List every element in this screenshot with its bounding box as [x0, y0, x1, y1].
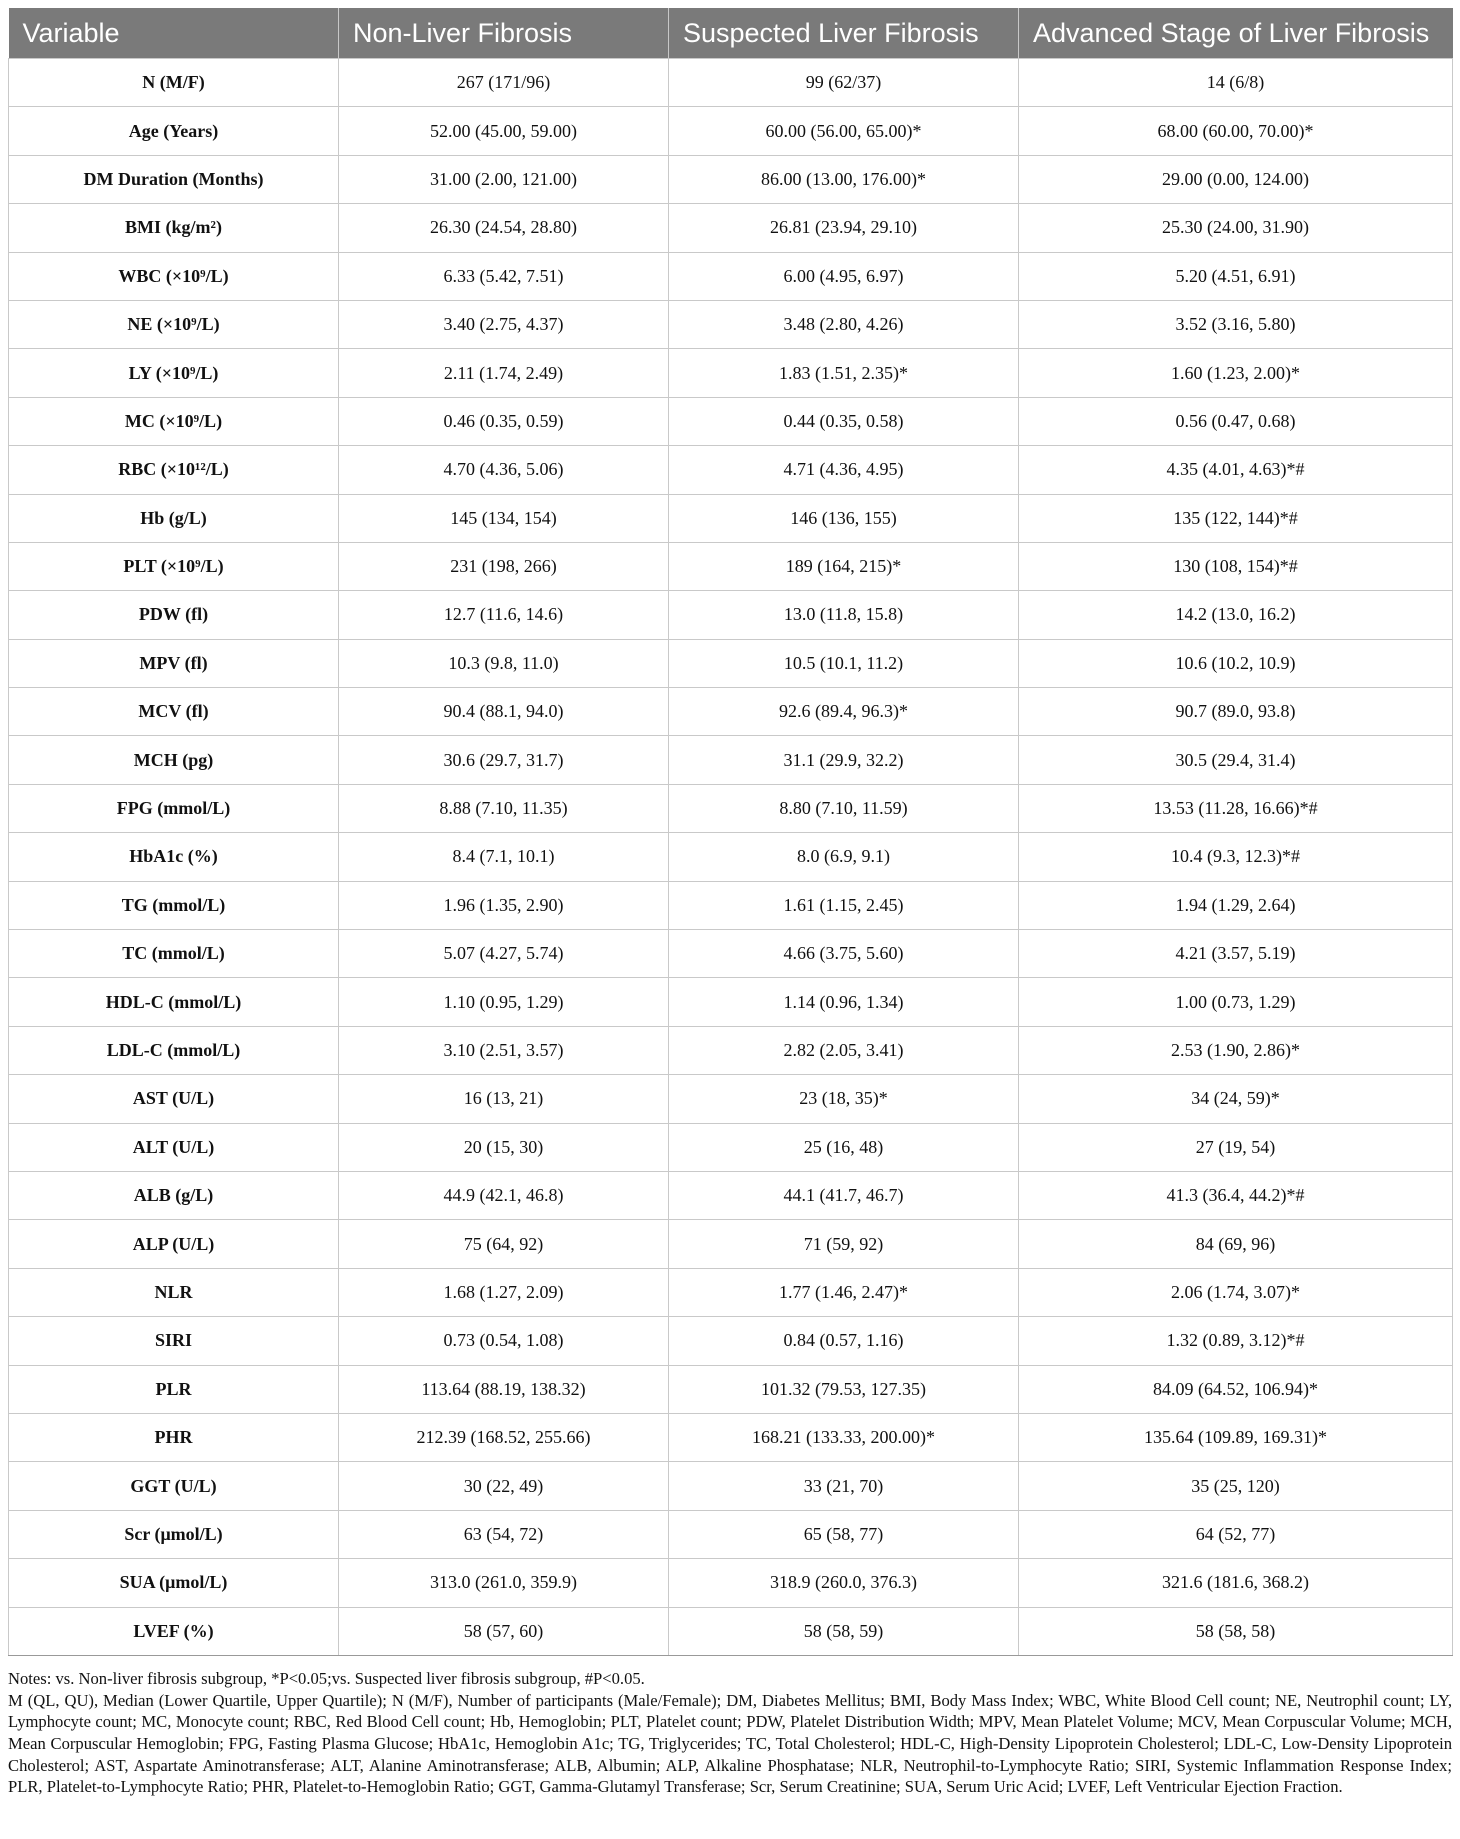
value-suspected-liver-fibrosis: 65 (58, 77) — [669, 1510, 1019, 1558]
row-variable: WBC (×10⁹/L) — [9, 252, 339, 300]
value-non-liver-fibrosis: 12.7 (11.6, 14.6) — [339, 591, 669, 639]
value-suspected-liver-fibrosis: 4.71 (4.36, 4.95) — [669, 446, 1019, 494]
value-suspected-liver-fibrosis: 168.21 (133.33, 200.00)* — [669, 1413, 1019, 1461]
value-suspected-liver-fibrosis: 2.82 (2.05, 3.41) — [669, 1026, 1019, 1074]
table-row — [9, 1559, 1453, 1607]
table-row — [9, 494, 1453, 542]
table-row — [9, 542, 1453, 590]
value-non-liver-fibrosis: 113.64 (88.19, 138.32) — [339, 1365, 669, 1413]
row-variable: PLR — [9, 1365, 339, 1413]
row-variable: FPG (mmol/L) — [9, 784, 339, 832]
row-variable: NLR — [9, 1268, 339, 1316]
value-non-liver-fibrosis: 10.3 (9.8, 11.0) — [339, 639, 669, 687]
value-non-liver-fibrosis: 6.33 (5.42, 7.51) — [339, 252, 669, 300]
value-advanced-liver-fibrosis: 1.60 (1.23, 2.00)* — [1019, 349, 1453, 397]
value-suspected-liver-fibrosis: 23 (18, 35)* — [669, 1075, 1019, 1123]
value-suspected-liver-fibrosis: 0.44 (0.35, 0.58) — [669, 397, 1019, 445]
table-row — [9, 59, 1453, 107]
value-suspected-liver-fibrosis: 71 (59, 92) — [669, 1220, 1019, 1268]
value-non-liver-fibrosis: 231 (198, 266) — [339, 542, 669, 590]
value-suspected-liver-fibrosis: 318.9 (260.0, 376.3) — [669, 1559, 1019, 1607]
row-variable: HbA1c (%) — [9, 833, 339, 881]
value-suspected-liver-fibrosis: 8.0 (6.9, 9.1) — [669, 833, 1019, 881]
row-variable: Hb (g/L) — [9, 494, 339, 542]
table-row — [9, 204, 1453, 252]
value-advanced-liver-fibrosis: 321.6 (181.6, 368.2) — [1019, 1559, 1453, 1607]
value-non-liver-fibrosis: 8.4 (7.1, 10.1) — [339, 833, 669, 881]
value-suspected-liver-fibrosis: 13.0 (11.8, 15.8) — [669, 591, 1019, 639]
value-suspected-liver-fibrosis: 8.80 (7.10, 11.59) — [669, 784, 1019, 832]
value-suspected-liver-fibrosis: 4.66 (3.75, 5.60) — [669, 930, 1019, 978]
value-suspected-liver-fibrosis: 86.00 (13.00, 176.00)* — [669, 155, 1019, 203]
value-non-liver-fibrosis: 212.39 (168.52, 255.66) — [339, 1413, 669, 1461]
value-advanced-liver-fibrosis: 0.56 (0.47, 0.68) — [1019, 397, 1453, 445]
value-suspected-liver-fibrosis: 92.6 (89.4, 96.3)* — [669, 688, 1019, 736]
header-suspected-liver-fibrosis: Suspected Liver Fibrosis — [669, 8, 1019, 59]
value-non-liver-fibrosis: 267 (171/96) — [339, 59, 669, 107]
value-advanced-liver-fibrosis: 3.52 (3.16, 5.80) — [1019, 300, 1453, 348]
value-advanced-liver-fibrosis: 14 (6/8) — [1019, 59, 1453, 107]
value-suspected-liver-fibrosis: 101.32 (79.53, 127.35) — [669, 1365, 1019, 1413]
row-variable: TG (mmol/L) — [9, 881, 339, 929]
value-suspected-liver-fibrosis: 58 (58, 59) — [669, 1607, 1019, 1655]
row-variable: ALP (U/L) — [9, 1220, 339, 1268]
value-advanced-liver-fibrosis: 130 (108, 154)*# — [1019, 542, 1453, 590]
value-non-liver-fibrosis: 145 (134, 154) — [339, 494, 669, 542]
value-suspected-liver-fibrosis: 99 (62/37) — [669, 59, 1019, 107]
table-row — [9, 1171, 1453, 1219]
value-non-liver-fibrosis: 0.46 (0.35, 0.59) — [339, 397, 669, 445]
row-variable: SUA (μmol/L) — [9, 1559, 339, 1607]
row-variable: ALT (U/L) — [9, 1123, 339, 1171]
value-advanced-liver-fibrosis: 2.53 (1.90, 2.86)* — [1019, 1026, 1453, 1074]
table-row — [9, 1413, 1453, 1461]
value-non-liver-fibrosis: 75 (64, 92) — [339, 1220, 669, 1268]
value-non-liver-fibrosis: 2.11 (1.74, 2.49) — [339, 349, 669, 397]
value-non-liver-fibrosis: 8.88 (7.10, 11.35) — [339, 784, 669, 832]
table-notes — [8, 1668, 1452, 1798]
value-non-liver-fibrosis: 313.0 (261.0, 359.9) — [339, 1559, 669, 1607]
row-variable: LVEF (%) — [9, 1607, 339, 1655]
value-suspected-liver-fibrosis: 6.00 (4.95, 6.97) — [669, 252, 1019, 300]
value-suspected-liver-fibrosis: 25 (16, 48) — [669, 1123, 1019, 1171]
row-variable: DM Duration (Months) — [9, 155, 339, 203]
value-suspected-liver-fibrosis: 1.14 (0.96, 1.34) — [669, 978, 1019, 1026]
table-row — [9, 252, 1453, 300]
row-variable: MCH (pg) — [9, 736, 339, 784]
table-row — [9, 930, 1453, 978]
value-non-liver-fibrosis: 30.6 (29.7, 31.7) — [339, 736, 669, 784]
notes-significance: Notes: vs. Non-liver fibrosis subgroup, *P<0.05;vs. Suspected liver fibrosis subgroup, #P<0.05. — [8, 1668, 645, 1688]
table-row — [9, 1317, 1453, 1365]
value-advanced-liver-fibrosis: 90.7 (89.0, 93.8) — [1019, 688, 1453, 736]
row-variable: PHR — [9, 1413, 339, 1461]
value-suspected-liver-fibrosis: 31.1 (29.9, 32.2) — [669, 736, 1019, 784]
value-advanced-liver-fibrosis: 5.20 (4.51, 6.91) — [1019, 252, 1453, 300]
table-row — [9, 1220, 1453, 1268]
value-non-liver-fibrosis: 90.4 (88.1, 94.0) — [339, 688, 669, 736]
value-advanced-liver-fibrosis: 30.5 (29.4, 31.4) — [1019, 736, 1453, 784]
value-non-liver-fibrosis: 26.30 (24.54, 28.80) — [339, 204, 669, 252]
table-row — [9, 446, 1453, 494]
row-variable: NE (×10⁹/L) — [9, 300, 339, 348]
value-non-liver-fibrosis: 31.00 (2.00, 121.00) — [339, 155, 669, 203]
table-row — [9, 1462, 1453, 1510]
header-advanced-liver-fibrosis: Advanced Stage of Liver Fibrosis — [1019, 8, 1453, 59]
value-suspected-liver-fibrosis: 33 (21, 70) — [669, 1462, 1019, 1510]
value-non-liver-fibrosis: 30 (22, 49) — [339, 1462, 669, 1510]
table-row — [9, 784, 1453, 832]
table-row — [9, 1075, 1453, 1123]
data-table — [8, 8, 1453, 1656]
row-variable: MPV (fl) — [9, 639, 339, 687]
header-variable: Variable — [9, 8, 339, 59]
row-variable: LY (×10⁹/L) — [9, 349, 339, 397]
table-row — [9, 397, 1453, 445]
value-advanced-liver-fibrosis: 1.94 (1.29, 2.64) — [1019, 881, 1453, 929]
value-advanced-liver-fibrosis: 58 (58, 58) — [1019, 1607, 1453, 1655]
row-variable: SIRI — [9, 1317, 339, 1365]
value-non-liver-fibrosis: 1.96 (1.35, 2.90) — [339, 881, 669, 929]
value-suspected-liver-fibrosis: 44.1 (41.7, 46.7) — [669, 1171, 1019, 1219]
value-non-liver-fibrosis: 0.73 (0.54, 1.08) — [339, 1317, 669, 1365]
value-advanced-liver-fibrosis: 13.53 (11.28, 16.66)*# — [1019, 784, 1453, 832]
table-row — [9, 1268, 1453, 1316]
row-variable: Age (Years) — [9, 107, 339, 155]
table-container — [8, 8, 1452, 1798]
value-suspected-liver-fibrosis: 26.81 (23.94, 29.10) — [669, 204, 1019, 252]
value-suspected-liver-fibrosis: 1.61 (1.15, 2.45) — [669, 881, 1019, 929]
value-advanced-liver-fibrosis: 34 (24, 59)* — [1019, 1075, 1453, 1123]
row-variable: N (M/F) — [9, 59, 339, 107]
value-advanced-liver-fibrosis: 10.6 (10.2, 10.9) — [1019, 639, 1453, 687]
value-non-liver-fibrosis: 4.70 (4.36, 5.06) — [339, 446, 669, 494]
value-advanced-liver-fibrosis: 64 (52, 77) — [1019, 1510, 1453, 1558]
table-row — [9, 1607, 1453, 1655]
value-non-liver-fibrosis: 1.68 (1.27, 2.09) — [339, 1268, 669, 1316]
value-advanced-liver-fibrosis: 4.21 (3.57, 5.19) — [1019, 930, 1453, 978]
value-suspected-liver-fibrosis: 189 (164, 215)* — [669, 542, 1019, 590]
value-non-liver-fibrosis: 52.00 (45.00, 59.00) — [339, 107, 669, 155]
row-variable: GGT (U/L) — [9, 1462, 339, 1510]
value-suspected-liver-fibrosis: 3.48 (2.80, 4.26) — [669, 300, 1019, 348]
value-non-liver-fibrosis: 1.10 (0.95, 1.29) — [339, 978, 669, 1026]
row-variable: MC (×10⁹/L) — [9, 397, 339, 445]
value-non-liver-fibrosis: 3.10 (2.51, 3.57) — [339, 1026, 669, 1074]
row-variable: LDL-C (mmol/L) — [9, 1026, 339, 1074]
table-row — [9, 688, 1453, 736]
table-row — [9, 1123, 1453, 1171]
value-advanced-liver-fibrosis: 14.2 (13.0, 16.2) — [1019, 591, 1453, 639]
value-advanced-liver-fibrosis: 1.32 (0.89, 3.12)*# — [1019, 1317, 1453, 1365]
table-row — [9, 1026, 1453, 1074]
table-row — [9, 591, 1453, 639]
value-non-liver-fibrosis: 5.07 (4.27, 5.74) — [339, 930, 669, 978]
value-non-liver-fibrosis: 58 (57, 60) — [339, 1607, 669, 1655]
table-row — [9, 349, 1453, 397]
value-non-liver-fibrosis: 3.40 (2.75, 4.37) — [339, 300, 669, 348]
row-variable: AST (U/L) — [9, 1075, 339, 1123]
row-variable: BMI (kg/m²) — [9, 204, 339, 252]
value-advanced-liver-fibrosis: 4.35 (4.01, 4.63)*# — [1019, 446, 1453, 494]
table-row — [9, 881, 1453, 929]
table-row — [9, 107, 1453, 155]
header-non-liver-fibrosis: Non-Liver Fibrosis — [339, 8, 669, 59]
row-variable: ALB (g/L) — [9, 1171, 339, 1219]
table-header — [9, 8, 1453, 59]
value-advanced-liver-fibrosis: 135.64 (109.89, 169.31)* — [1019, 1413, 1453, 1461]
table-row — [9, 978, 1453, 1026]
value-advanced-liver-fibrosis: 25.30 (24.00, 31.90) — [1019, 204, 1453, 252]
table-row — [9, 833, 1453, 881]
row-variable: Scr (μmol/L) — [9, 1510, 339, 1558]
row-variable: PLT (×10⁹/L) — [9, 542, 339, 590]
table-row — [9, 1365, 1453, 1413]
header-row — [9, 8, 1453, 59]
value-advanced-liver-fibrosis: 135 (122, 144)*# — [1019, 494, 1453, 542]
value-non-liver-fibrosis: 20 (15, 30) — [339, 1123, 669, 1171]
row-variable: PDW (fl) — [9, 591, 339, 639]
value-suspected-liver-fibrosis: 0.84 (0.57, 1.16) — [669, 1317, 1019, 1365]
notes-abbreviations: M (QL, QU), Median (Lower Quartile, Upper Quartile); N (M/F), Number of participants (Male/Female); DM, Diabetes Mellitus; BMI, Body Mass Index; WBC, White Blood Cell count; NE, Neutrophil count; LY, Lymphocyte count; MC, Monocyte count; RBC, Red Blood Cell count; Hb, Hemoglobin; PLT, Platelet count; PDW, Platelet Distribution Width; MPV, Mean Platelet Volume; MCV, Mean Corpuscular Volume; MCH, Mean Corpuscular Hemoglobin; FPG, Fasting Plasma Glucose; HbA1c, Hemoglobin A1c; TG, Triglycerides; TC, Total Cholesterol; HDL-C, High-Density Lipoprotein Cholesterol; LDL-C, Low-Density Lipoprotein Cholesterol; AST, Aspartate Aminotransferase; ALT, Alanine Aminotransferase; ALB, Albumin; ALP, Alkaline Phosphatase; NLR, Neutrophil-to-Lymphocyte Ratio; SIRI, Systemic Inflammation Response Index; PLR, Platelet-to-Lymphocyte Ratio; PHR, Platelet-to-Hemoglobin Ratio; GGT, Gamma-Glutamyl Transferase; Scr, Serum Creatinine; SUA, Serum Uric Acid; LVEF, Left Ventricular Ejection Fraction. — [8, 1690, 1452, 1797]
value-non-liver-fibrosis: 44.9 (42.1, 46.8) — [339, 1171, 669, 1219]
value-non-liver-fibrosis: 16 (13, 21) — [339, 1075, 669, 1123]
value-non-liver-fibrosis: 63 (54, 72) — [339, 1510, 669, 1558]
value-advanced-liver-fibrosis: 27 (19, 54) — [1019, 1123, 1453, 1171]
row-variable: MCV (fl) — [9, 688, 339, 736]
value-advanced-liver-fibrosis: 29.00 (0.00, 124.00) — [1019, 155, 1453, 203]
value-advanced-liver-fibrosis: 84.09 (64.52, 106.94)* — [1019, 1365, 1453, 1413]
value-advanced-liver-fibrosis: 2.06 (1.74, 3.07)* — [1019, 1268, 1453, 1316]
table-row — [9, 300, 1453, 348]
row-variable: RBC (×10¹²/L) — [9, 446, 339, 494]
table-row — [9, 1510, 1453, 1558]
value-advanced-liver-fibrosis: 41.3 (36.4, 44.2)*# — [1019, 1171, 1453, 1219]
row-variable: TC (mmol/L) — [9, 930, 339, 978]
table-row — [9, 736, 1453, 784]
value-advanced-liver-fibrosis: 10.4 (9.3, 12.3)*# — [1019, 833, 1453, 881]
value-suspected-liver-fibrosis: 146 (136, 155) — [669, 494, 1019, 542]
table-row — [9, 639, 1453, 687]
value-advanced-liver-fibrosis: 1.00 (0.73, 1.29) — [1019, 978, 1453, 1026]
value-suspected-liver-fibrosis: 1.83 (1.51, 2.35)* — [669, 349, 1019, 397]
value-advanced-liver-fibrosis: 35 (25, 120) — [1019, 1462, 1453, 1510]
table-body — [9, 59, 1453, 1656]
value-advanced-liver-fibrosis: 68.00 (60.00, 70.00)* — [1019, 107, 1453, 155]
value-advanced-liver-fibrosis: 84 (69, 96) — [1019, 1220, 1453, 1268]
row-variable: HDL-C (mmol/L) — [9, 978, 339, 1026]
table-row — [9, 155, 1453, 203]
value-suspected-liver-fibrosis: 60.00 (56.00, 65.00)* — [669, 107, 1019, 155]
value-suspected-liver-fibrosis: 10.5 (10.1, 11.2) — [669, 639, 1019, 687]
value-suspected-liver-fibrosis: 1.77 (1.46, 2.47)* — [669, 1268, 1019, 1316]
